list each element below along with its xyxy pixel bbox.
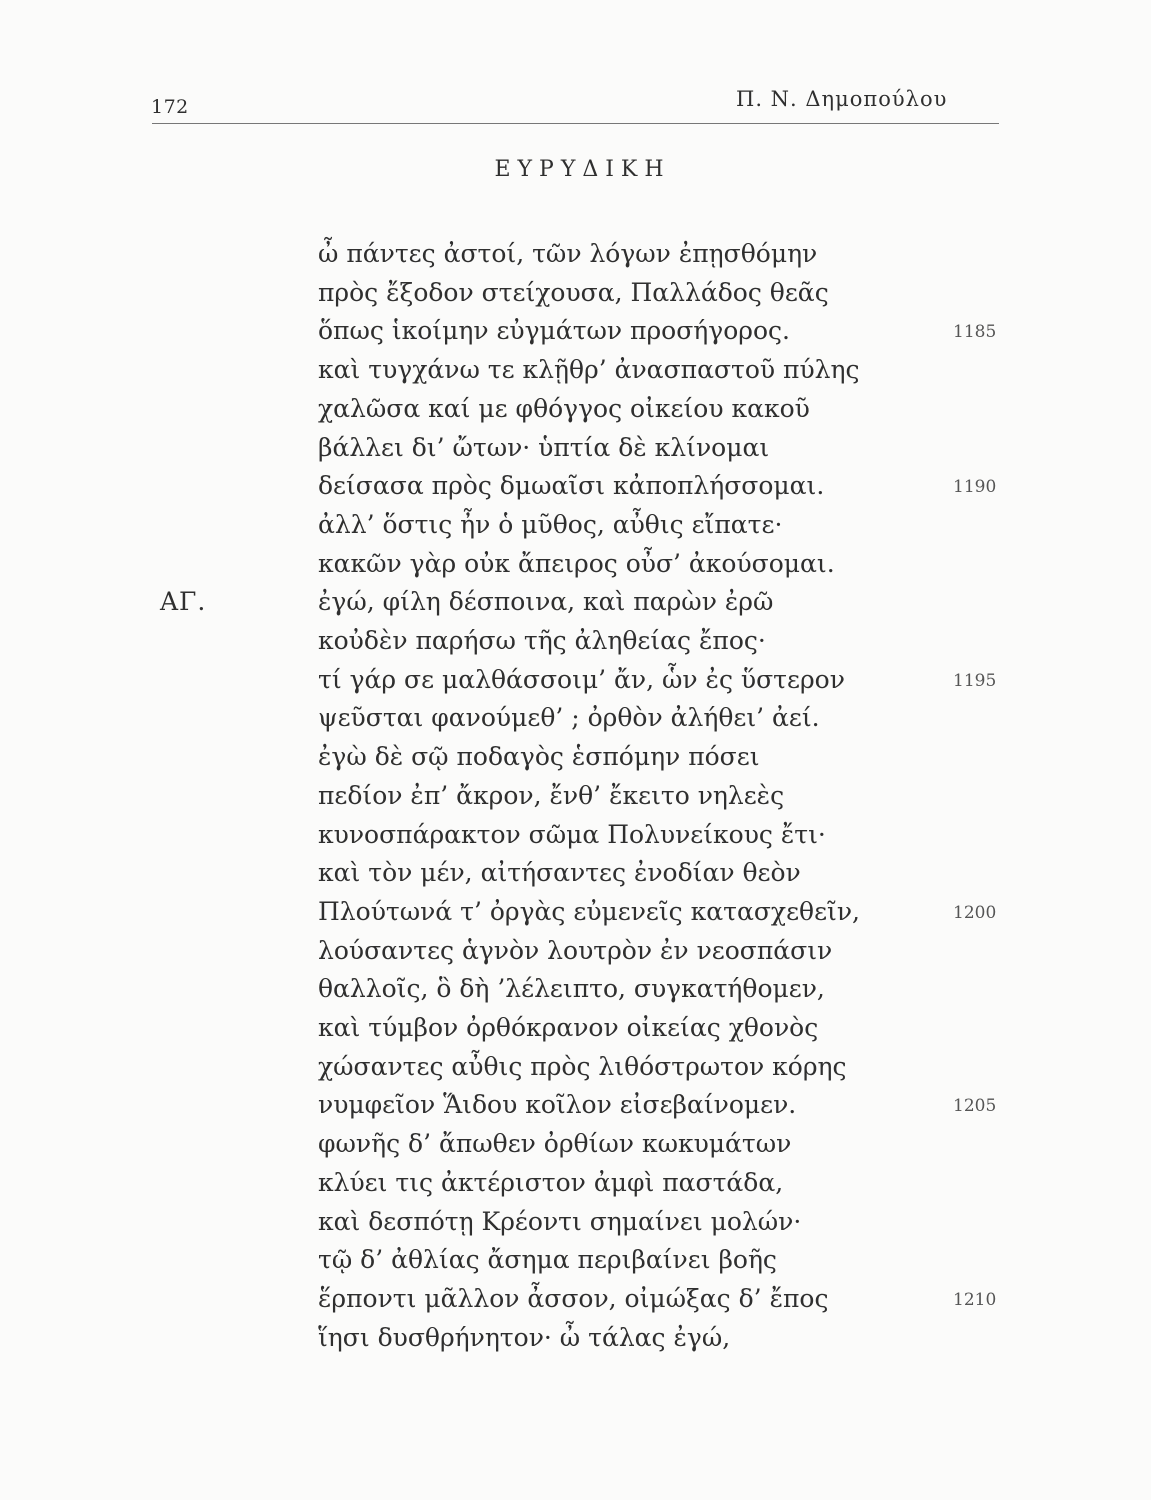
running-header-author: Π. Ν. Δημοπούλου xyxy=(736,87,948,111)
line-number: 1185 xyxy=(953,322,997,343)
verse-text: χώσαντες αὖθις πρὸς λιθόστρωτον κόρης xyxy=(318,1051,847,1081)
verse-text: καὶ δεσπότῃ Κρέοντι σημαίνει μολών· xyxy=(318,1206,802,1236)
verse-text: Πλούτωνά τ’ ὀργὰς εὐμενεῖς κατασχεθεῖν, xyxy=(318,896,860,926)
verse-text: καὶ τύμβον ὀρθόκρανον οἰκείας χθονὸς xyxy=(318,1013,819,1042)
verse-text: ἀλλ’ ὅστις ἦν ὁ μῦθος, αὖθις εἴπατε· xyxy=(318,509,783,539)
line-number: 1195 xyxy=(953,670,997,691)
line-number: 1200 xyxy=(953,902,997,923)
verse-text: ἐγώ, φίλη δέσποινα, καὶ παρὼν ἐρῶ xyxy=(318,587,774,617)
verse-text: καὶ τυγχάνω τε κλῇθρ’ ἀνασπαστοῦ πύλης xyxy=(318,355,860,385)
verse-text: ψεῦσται φανούμεθ’ ; ὀρθὸν ἀλήθει’ ἀεί. xyxy=(318,703,820,733)
page-number: 172 xyxy=(151,96,189,118)
verse-text: καὶ τὸν μέν, αἰτήσαντες ἐνοδίαν θεὸν xyxy=(318,858,801,888)
verse-text: τί γάρ σε μαλθάσσοιμ’ ἄν, ὧν ἐς ὕστερον xyxy=(318,664,845,694)
verse-text: βάλλει δι’ ὤτων· ὑπτία δὲ κλίνομαι xyxy=(318,432,770,462)
line-number: 1210 xyxy=(953,1289,997,1310)
speaker-label: ΑΓ. xyxy=(160,587,207,617)
verse-text: φωνῆς δ’ ἄπωθεν ὀρθίων κωκυμάτων xyxy=(318,1129,792,1159)
verse-text: τῷ δ’ ἀθλίας ἄσημα περιβαίνει βοῆς xyxy=(318,1245,777,1275)
verse-text: ὅπως ἱκοίμην εὐγμάτων προσήγορος. xyxy=(318,316,790,346)
verse-text: ἐγὼ δὲ σῷ ποδαγὸς ἑσπόμην πόσει xyxy=(318,742,760,772)
verse-line xyxy=(0,1312,1151,1364)
verse-text: κακῶν γὰρ οὐκ ἄπειρος οὖσ’ ἀκούσομαι. xyxy=(318,548,835,578)
line-number: 1190 xyxy=(953,477,997,498)
verse-text: ἕρποντι μᾶλλον ἆσσον, οἰμώξας δ’ ἔπος xyxy=(318,1283,829,1313)
verse-text: κοὐδὲν παρήσω τῆς ἀληθείας ἔπος· xyxy=(318,626,766,655)
verse-text: πρὸς ἔξοδον στείχουσα, Παλλάδος θεᾶς xyxy=(318,277,829,307)
header-rule xyxy=(152,123,999,124)
verse-text: δείσασα πρὸς δμωαῖσι κἀποπλήσσομαι. xyxy=(318,471,825,501)
verse-text: κλύει τις ἀκτέριστον ἀμφὶ παστάδα, xyxy=(318,1167,784,1197)
verse-text: πεδίον ἐπ’ ἄκρον, ἔνθ’ ἔκειτο νηλεὲς xyxy=(318,780,785,810)
verse-text: χαλῶσα καί με φθόγγος οἰκείου κακοῦ xyxy=(318,393,810,423)
verse-text: ὦ πάντες ἀστοί, τῶν λόγων ἐπῃσθόμην xyxy=(318,239,818,268)
line-number: 1205 xyxy=(953,1096,997,1117)
verse-text: νυμφεῖον Ἅιδου κοῖλον εἰσεβαίνομεν. xyxy=(318,1090,797,1120)
page-title: ΕΥΡΥΔΙΚΗ xyxy=(494,157,671,182)
verse-text: ἵησι δυσθρήνητον· ὦ τάλας ἐγώ, xyxy=(318,1322,731,1352)
verse-text: θαλλοῖς, ὃ δὴ ’λέλειπτο, συγκατήθομεν, xyxy=(318,974,825,1004)
verse-text: κυνοσπάρακτον σῶμα Πολυνείκους ἔτι· xyxy=(318,819,826,849)
verse-text: λούσαντες ἁγνὸν λουτρὸν ἐν νεοσπάσιν xyxy=(318,935,833,965)
